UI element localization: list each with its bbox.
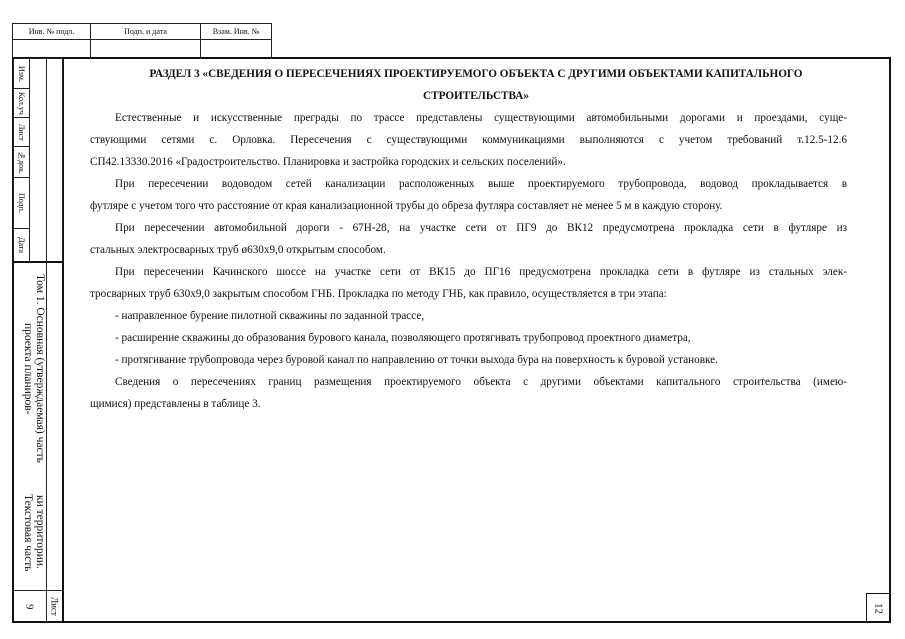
side-empty-col xyxy=(46,263,63,591)
side-label-ndok: №док. xyxy=(13,146,30,178)
stamp-podp-data-label: Подп. и дата xyxy=(90,23,201,40)
list-item: - протягивание трубопровода через буровой канал по направлению от точки выхода бура на поверхность к буровой установке. xyxy=(115,354,718,366)
section-heading-line-2: СТРОИТЕЛЬСТВА» xyxy=(423,90,529,102)
list-item: - направленное бурение пилотной скважины по заданной трассе, xyxy=(115,310,425,322)
body-line: При пересечении водоводом сетей канализации расположенных выше проектируемого трубопровода, водовод прокладывается в xyxy=(115,178,847,190)
side-label-podp: Подп. xyxy=(13,177,30,229)
side-sheet-label: Лист xyxy=(49,597,60,616)
section-heading-line-1: РАЗДЕЛ 3 «СВЕДЕНИЯ О ПЕРЕСЕЧЕНИЯХ ПРОЕКТИРУЕМОГО ОБЪЕКТА С ДРУГИМИ ОБЪЕКТАМИ КАПИТАЛЬНОГО xyxy=(149,68,803,80)
stamp-vzam-inv-value xyxy=(200,39,272,58)
stamp-vzam-inv-label: Взам. Инв. № xyxy=(200,23,272,40)
body-line: При пересечении автомобильной дороги - 67Н-28, на участке сети от ПГ9 до ВК12 предусмотрена прокладка сети в футляре из xyxy=(115,222,847,234)
body-line: ствующими сетями с. Орловка. Пересечения с существующими коммуникациями выполняются с учетом требований т.12.5-12.6 xyxy=(90,134,847,146)
side-label-kol-uch: Кол.уч xyxy=(13,88,30,118)
body-line: Сведения о пересечениях границ размещения проектируемого объекта с другими объектами капитального строительства (имею- xyxy=(115,376,847,388)
stamp-inv-podl-label: Инв. № подл. xyxy=(12,23,91,40)
list-item: - расширение скважины до образования бурового канала, позволяющего протягивать трубопровод проектного диаметра, xyxy=(115,332,691,344)
stamp-inv-podl-value xyxy=(12,39,91,58)
volume-title-line-1: Том 1. Основная (утверждаемая) часть проекта планиров- xyxy=(22,274,46,464)
body-line: тросварных труб 630х9,0 закрытым способом ГНБ. Прокладка по методу ГНБ, как правило, осуществляется в три этапа: xyxy=(90,288,667,300)
body-line: СП42.13330.2016 «Градостроительство. Планировка и застройка городских и сельских поселений». xyxy=(90,156,566,168)
body-line: футляре с учетом того что расстояние от края канализационной трубы до обреза футляра составляет не менее 5 м в каждую сторону. xyxy=(90,200,723,212)
stamp-podp-data-value xyxy=(90,39,201,58)
body-line: стальных электросварных труб ø630х9,0 открытым способом. xyxy=(90,244,386,256)
volume-title-line-2: ки территории. Текстовая часть xyxy=(22,493,46,572)
side-label-list: Лист xyxy=(13,117,30,147)
side-sheet-number: 9 xyxy=(13,591,47,622)
body-line: При пересечении Качинского шоссе на участке сети от ВК15 до ПГ16 предусмотрена прокладка сети в футляре из стальных элек- xyxy=(115,266,847,278)
side-col-3 xyxy=(46,58,63,262)
side-col-2 xyxy=(29,58,47,262)
body-line: щимися) представлены в таблице 3. xyxy=(90,398,261,410)
volume-title xyxy=(13,263,47,591)
body-line: Естественные и искусственные преграды по трассе представлены существующими автомобильными дорогами и проездами, суще- xyxy=(115,112,847,124)
side-label-izm: Изм. xyxy=(13,58,30,89)
page-number: 12 xyxy=(866,593,891,623)
side-label-data: Дата xyxy=(13,228,30,262)
